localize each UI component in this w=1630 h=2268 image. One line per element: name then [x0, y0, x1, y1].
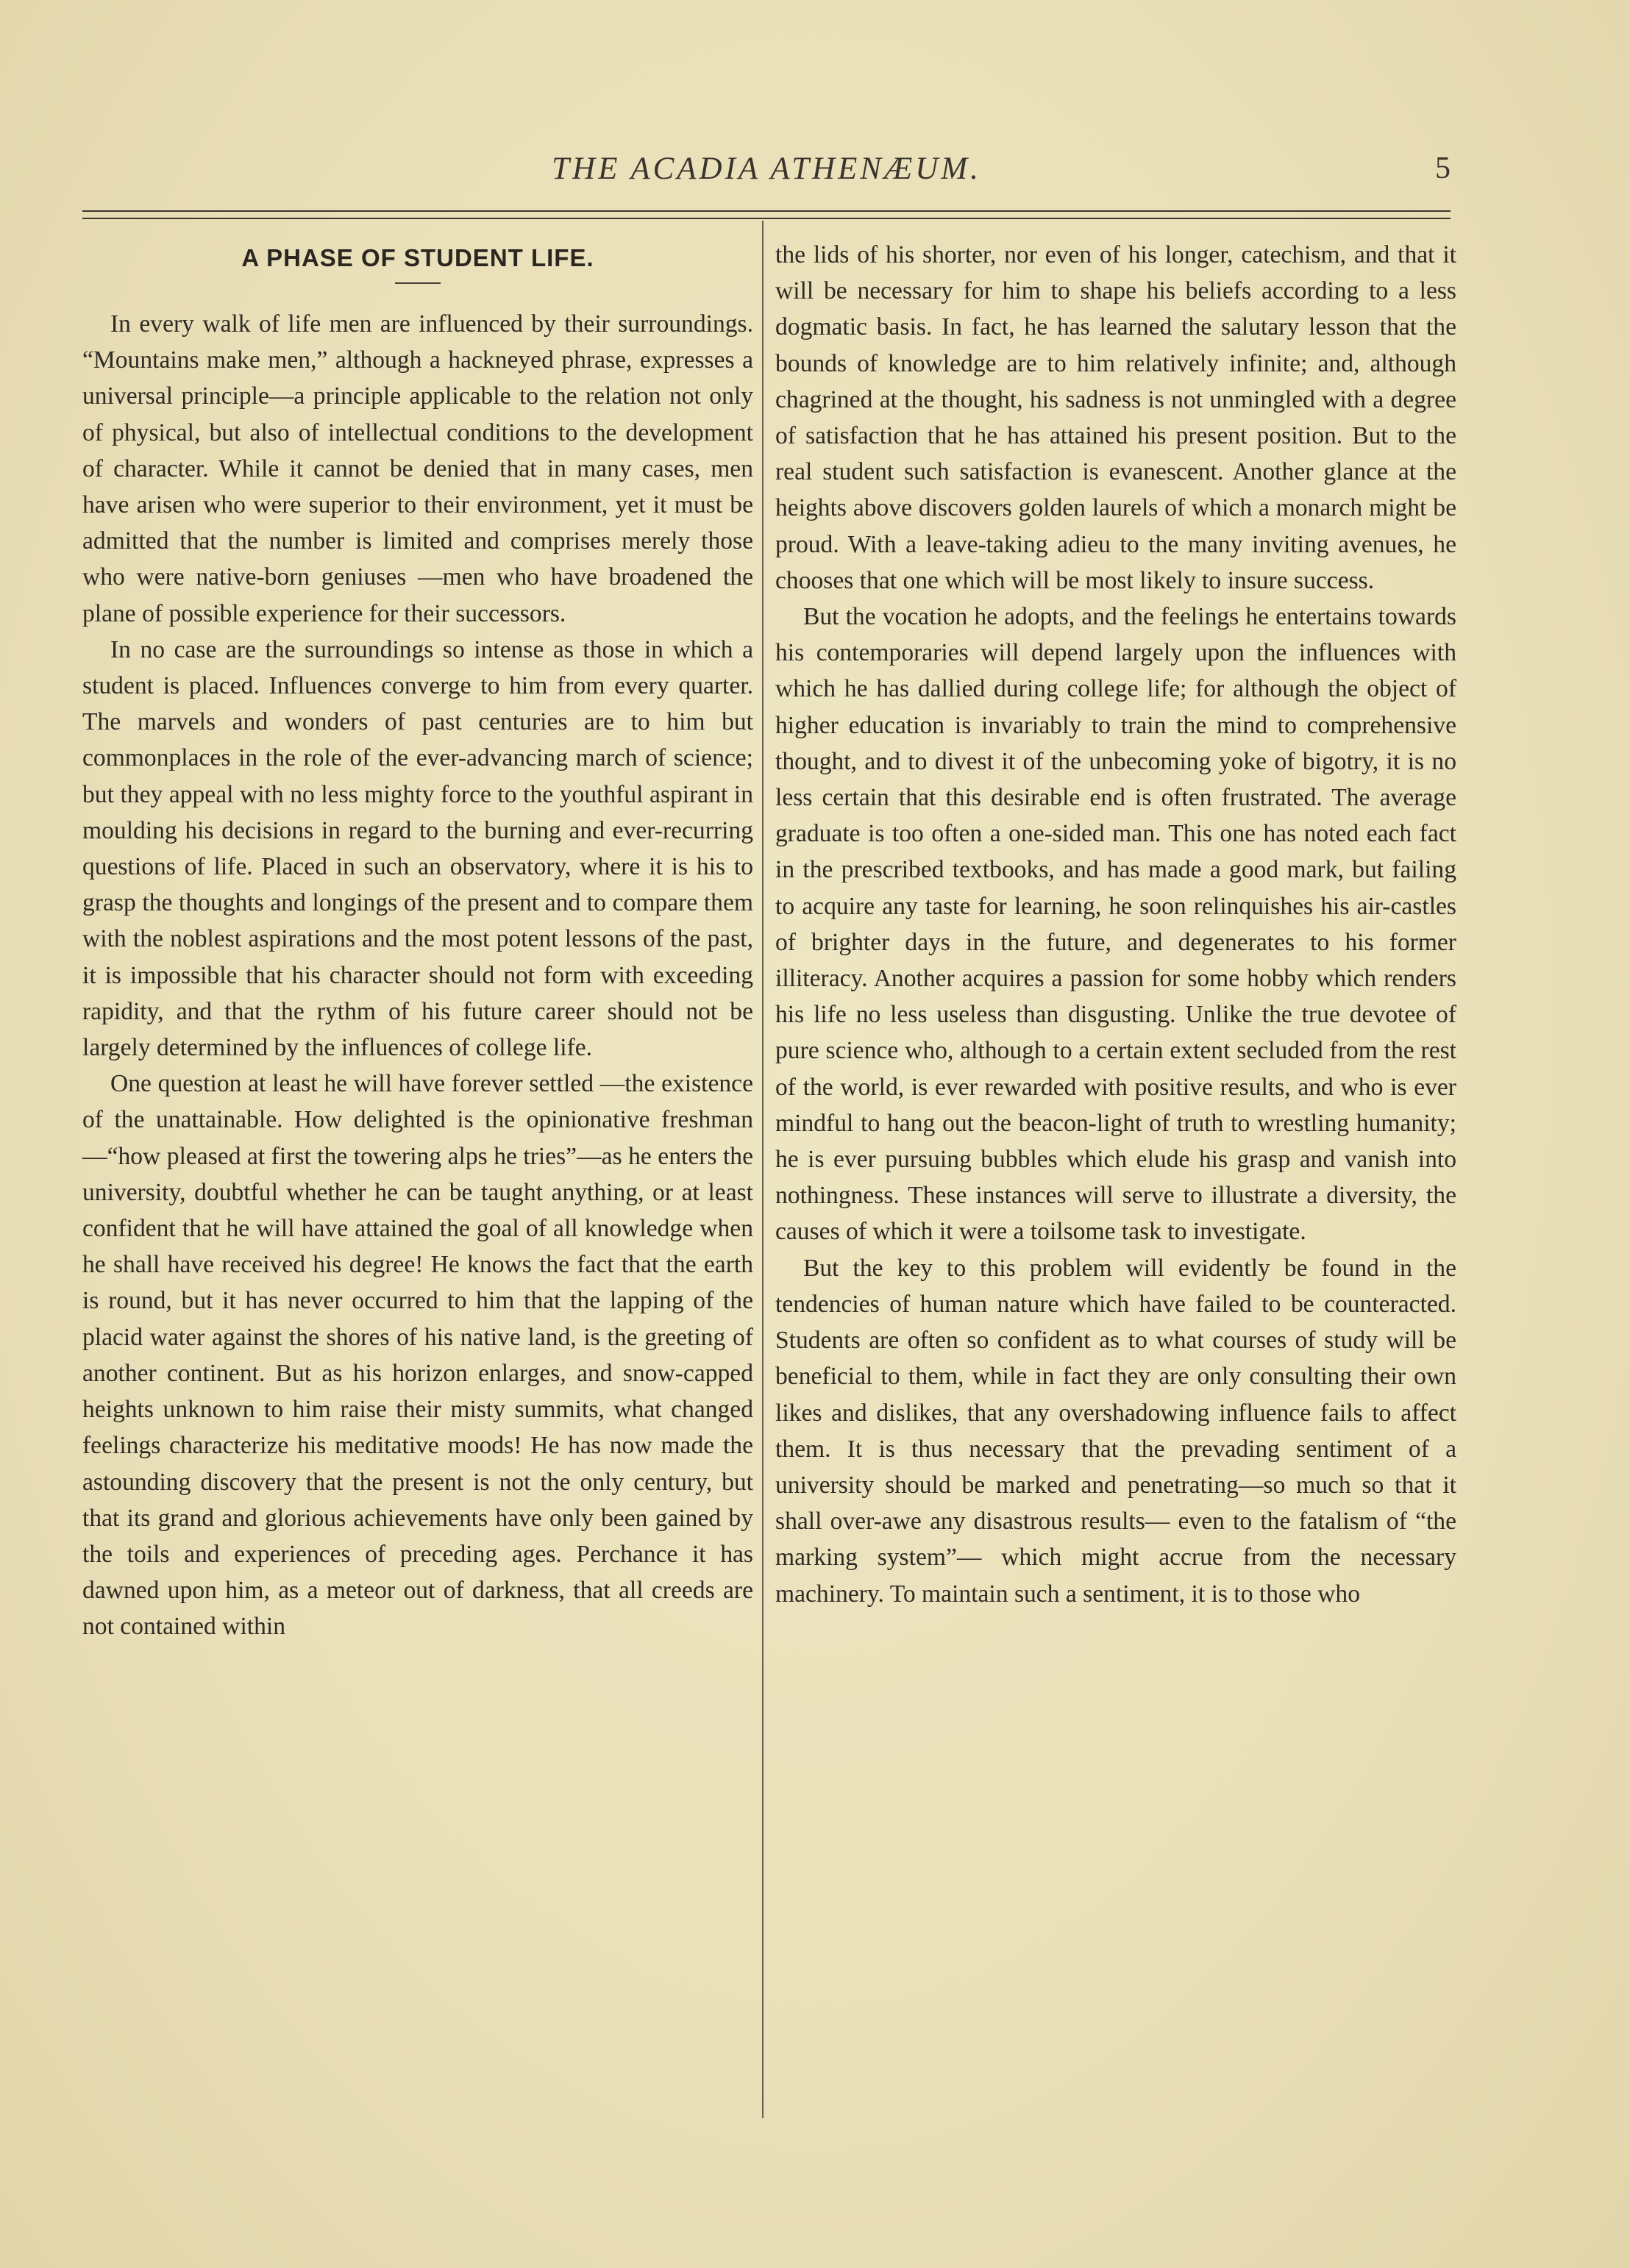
- running-head: [82, 151, 1451, 195]
- paragraph: But the vocation he adopts, and the feelings he entertains towards his contemporaries will depend largely upon the influences with which he has dallied during college life; for although the object of higher education is invariably to train the mind to comprehensive thought, and to divest it of the unbecoming yoke of bigotry, it is no less certain that this desirable end is often frustrated. The average graduate is too often a one-sided man. This one has noted each fact in the prescribed textbooks, and has made a good mark, but failing to acquire any taste for learning, he soon relinquishes his air-castles of brighter days in the future, and degenerates to his former illiteracy. Another acquires a passion for some hobby which renders his life no less useless than disgusting. Unlike the true devotee of pure science who, although to a certain extent secluded from the rest of the world, is ever rewarded with positive results, and who is ever mindful to hang out the beacon-light of truth to wrestling humanity; he is ever pursuing bubbles which elude his grasp and vanish into nothingness. These instances will serve to illustrate a diversity, the causes of which it were a toilsome task to investigate.: [775, 603, 1456, 1246]
- paragraph: In no case are the surroundings so intense as those in which a student is placed. Influences converge to him from every quarter. The marvels and wonders of past centuries are to him but commonplaces in the role of the ever-advancing march of science; but they appeal with no less mighty force to the youthful aspirant in moulding his decisions in regard to the burning and ever-recurring questions of life. Placed in such an observatory, where it is his to grasp the thoughts and longings of the present and to compare them with the noblest aspirations and the most potent lessons of the past, it is impossible that his character should not form with exceeding rapidity, and that the rythm of his future career should not be largely determined by the influences of college life.: [82, 635, 753, 1062]
- paragraph: In every walk of life men are influenced by their surroundings. “Mountains make men,” although a hackneyed phrase, expresses a universal principle—a principle applicable to the relation not only of physical, but also of intellectual conditions to the development of character. While it cannot be denied that in many cases, men have arisen who were superior to their environment, yet it must be admitted that the number is limited and comprises merely those who were native-born geniuses —men who have broadened the plane of possible experience for their successors.: [82, 310, 753, 627]
- paragraph-continued: the lids of his shorter, nor even of his longer, catechism, and that it will be necessary for him to shape his beliefs according to a less dogmatic basis. In fact, he has learned the salutary lesson that the bounds of knowledge are to him relatively infinite; and, although chagrined at the thought, his sadness is not unmingled with a degree of satisfaction that he has attained his present position. But to the real student such satisfaction is evanescent. Another glance at the heights above discovers golden laurels of which a monarch might be proud. With a leave-taking adieu to the many inviting avenues, he chooses that one which will be most likely to insure success.: [775, 241, 1456, 594]
- header-rule-bottom: [82, 218, 1451, 219]
- paragraph: But the key to this problem will evidently be found in the tendencies of human nature which have failed to be counteracted. Students are often so confident as to what courses of study will be beneficial to them, while in fact they are only consulting their own likes and dislikes, that any overshadowing influence fails to affect them. It is thus necessary that the prevading sentiment of a university should be marked and penetrating—so much so that it shall over-awe any disastrous results— even to the fatalism of “the marking system”— which might accrue from the necessary machinery. To maintain such a sentiment, it is to those who: [775, 1254, 1456, 1608]
- article-title: A PHASE OF STUDENT LIFE.: [241, 244, 594, 271]
- left-column: [82, 237, 753, 1645]
- header-rule-top: [82, 210, 1451, 212]
- journal-title: THE ACADIA ATHENÆUM.: [552, 151, 981, 186]
- title-rule: [395, 282, 441, 284]
- paragraph: One question at least he will have forever settled —the existence of the unattainable. How delighted is the opinionative freshman—“how pleased at first the towering alps he tries”—as he enters the university, doubtful whether he can be taught anything, or at least confident that he will have attained the goal of all knowledge when he shall have received his degree! He knows the fact that the earth is round, but it has never occurred to him that the lapping of the placid water against the shores of his native land, is the greeting of another continent. But as his horizon enlarges, and snow-capped heights unknown to him raise their misty summits, what changed feelings characterize his meditative moods! He has now made the astounding discovery that the present is not the only century, but that its grand and glorious achievements have only been gained by the toils and experiences of preceding ages. Perchance it has dawned upon him, as a meteor out of darkness, that all creeds are not contained within: [82, 1070, 753, 1641]
- page-number: 5: [1435, 151, 1451, 185]
- right-column: [775, 237, 1456, 1612]
- column-divider: [762, 221, 764, 2118]
